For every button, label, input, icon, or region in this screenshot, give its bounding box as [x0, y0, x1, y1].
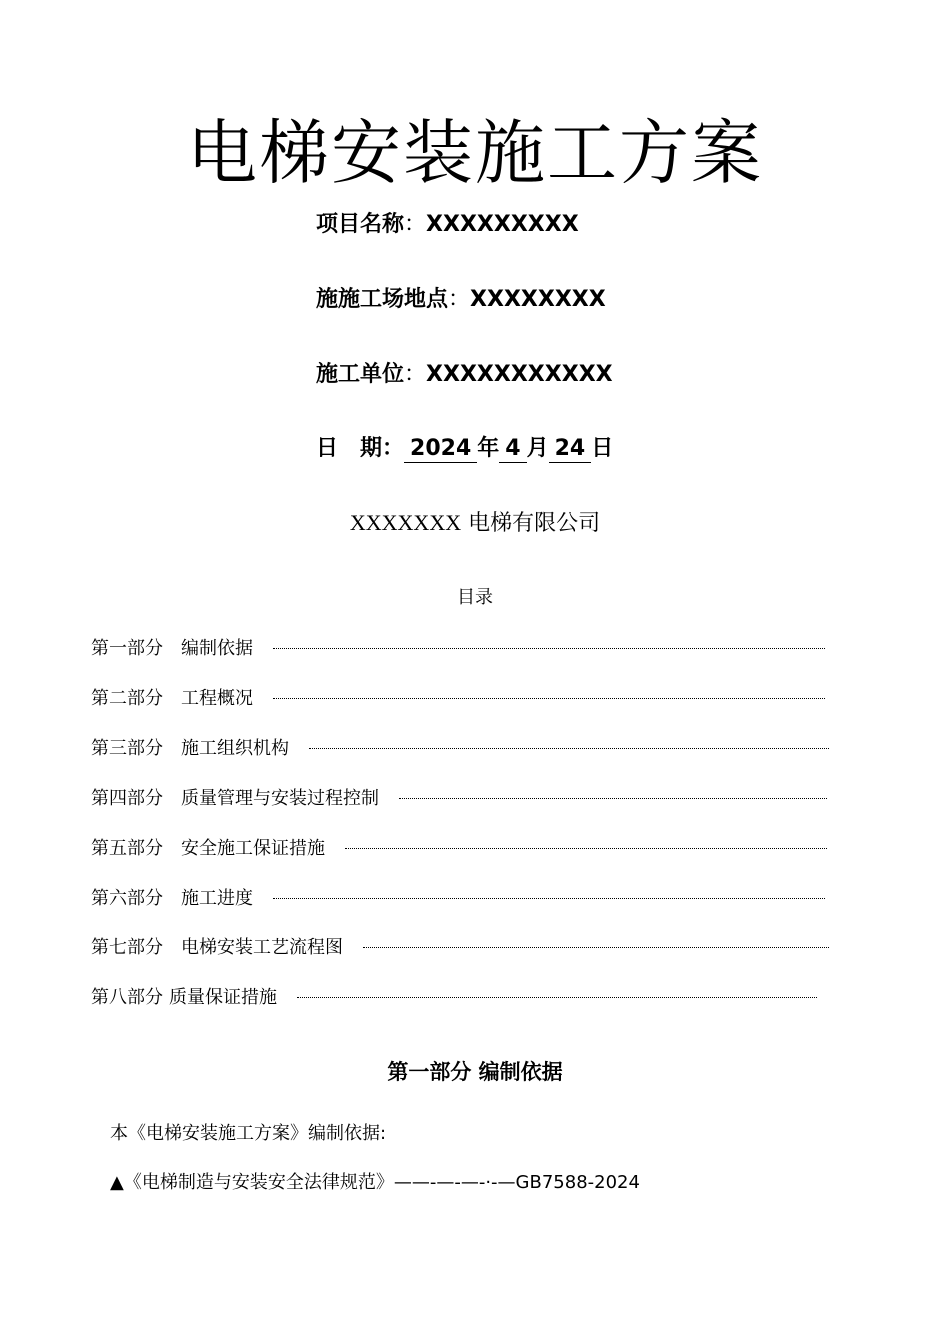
toc-item-name: 质量管理与安装过程控制	[181, 788, 379, 809]
toc-item-2[interactable]	[91, 684, 825, 710]
company-name	[0, 508, 950, 539]
company-latin: XXXXXXX	[349, 510, 462, 535]
site-line	[316, 285, 606, 315]
unit-colon: ：	[404, 362, 427, 387]
toc-item-part: 第七部分	[91, 937, 163, 958]
unit-line	[316, 360, 613, 390]
site-value: XXXXXXXX	[470, 287, 606, 312]
toc-item-name: 施工组织机构	[181, 738, 289, 759]
toc-item-part: 第三部分	[91, 738, 163, 759]
toc-leader	[273, 648, 825, 649]
toc-item-name: 质量保证措施	[169, 987, 277, 1008]
toc-item-name: 安全施工保证措施	[181, 838, 325, 859]
date-day-unit: 日	[591, 436, 614, 461]
toc-item-name: 电梯安装工艺流程图	[181, 937, 343, 958]
toc-item-part: 第四部分	[91, 788, 163, 809]
toc-item-part: 第六部分	[91, 888, 163, 909]
project-name-value: XXXXXXXXX	[426, 212, 579, 237]
date-line	[316, 434, 613, 464]
unit-label: 施工单位	[316, 362, 405, 387]
toc-leader	[345, 848, 827, 849]
toc-item-part: 第二部分	[91, 688, 163, 709]
reference-item: ▲《电梯制造与安装安全法律规范》——-—-—-·-—GB7588-2024	[110, 1172, 640, 1193]
site-colon: ：	[448, 287, 471, 312]
date-month-unit: 月	[526, 436, 549, 461]
date-year: 2024	[404, 436, 477, 463]
toc-item-4[interactable]	[91, 784, 827, 810]
toc-item-1[interactable]	[91, 634, 825, 660]
project-name-label: 项目名称	[316, 212, 405, 237]
toc-leader	[273, 898, 825, 899]
toc-item-8[interactable]	[91, 983, 817, 1009]
toc-item-part: 第五部分	[91, 838, 163, 859]
toc-item-6[interactable]	[91, 884, 825, 910]
toc-leader	[399, 798, 827, 799]
toc-item-part: 第一部分	[91, 638, 163, 659]
document-title: 电梯安装施工方案	[187, 112, 763, 194]
toc-item-name: 工程概况	[181, 688, 253, 709]
date-day: 24	[549, 436, 592, 463]
unit-value: XXXXXXXXXXX	[426, 362, 613, 387]
date-year-unit: 年	[477, 436, 500, 461]
toc-item-3[interactable]	[91, 734, 829, 760]
toc-leader	[363, 947, 829, 948]
site-label: 施施工场地点	[316, 287, 449, 312]
toc-item-5[interactable]	[91, 834, 827, 860]
toc-item-name: 施工进度	[181, 888, 253, 909]
toc-leader	[309, 748, 829, 749]
toc-item-name: 编制依据	[181, 638, 253, 659]
date-month: 4	[499, 436, 526, 463]
company-suffix: 电梯有限公司	[468, 511, 601, 536]
toc-title: 目录	[457, 587, 493, 608]
toc-leader	[297, 997, 817, 998]
section-heading: 第一部分 编制依据	[387, 1060, 563, 1084]
project-name-colon: ：	[404, 212, 427, 237]
date-label: 日 期：	[316, 436, 405, 461]
toc-item-7[interactable]	[91, 933, 829, 959]
toc-leader	[273, 698, 825, 699]
project-name-line	[316, 210, 579, 240]
toc-item-part: 第八部分	[91, 987, 163, 1008]
section-intro: 本《电梯安装施工方案》编制依据:	[110, 1123, 387, 1144]
